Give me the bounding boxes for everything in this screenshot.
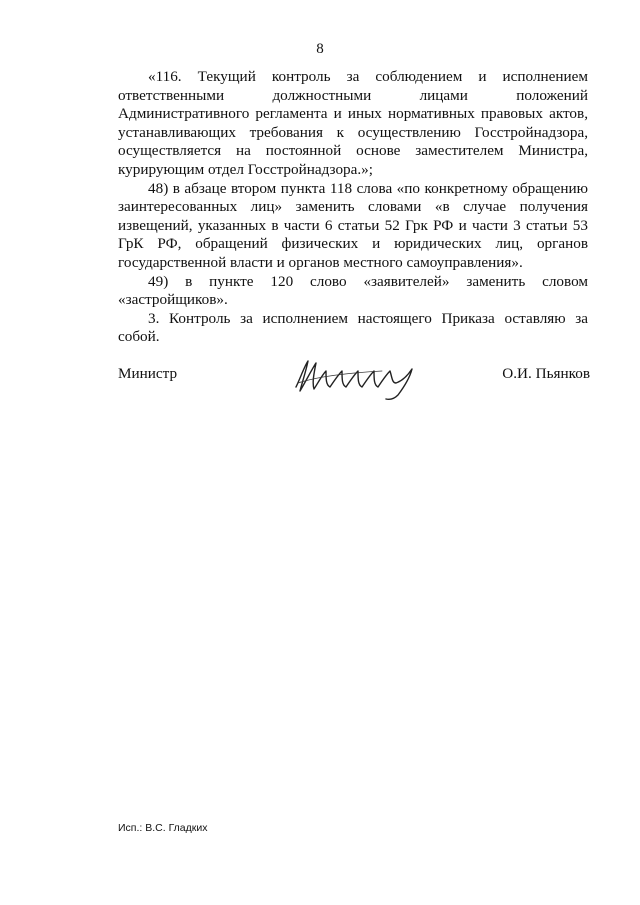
signer-title: Министр [118,365,178,382]
paragraph-48: 48) в абзаце втором пункта 118 слова «по конкретному обращению заинтересованных лиц» заменить словами «в случае получения извещений, указанных в части 6 статьи 52 Грк РФ и части 3 статьи 53 ГрК РФ, обращений физических и юридических лиц, органов государственной власти и органов местного самоуправления». [118,179,588,271]
signature-block [118,353,590,401]
document-body [118,68,588,347]
signer-name: О.И. Пьянков [502,365,590,382]
handwritten-signature [286,353,436,401]
page-number: 8 [316,41,324,57]
paragraph-3: 3. Контроль за исполнением настоящего Приказа оставляю за собой. [118,309,588,346]
executor-note: Исп.: В.С. Гладких [118,822,208,834]
paragraph-49: 49) в пункте 120 слово «заявителей» заменить словом «застройщиков». [118,272,588,309]
paragraph-116: «116. Текущий контроль за соблюдением и исполнением ответственными должностными лицами положений Административного регламента и иных нормативных правовых актов, устанавливающих требования к осуществлению Госстройнадзора, осуществляется на постоянной основе заместителем Министра, курирующим отдел Госстройнадзора.»; [118,68,588,178]
